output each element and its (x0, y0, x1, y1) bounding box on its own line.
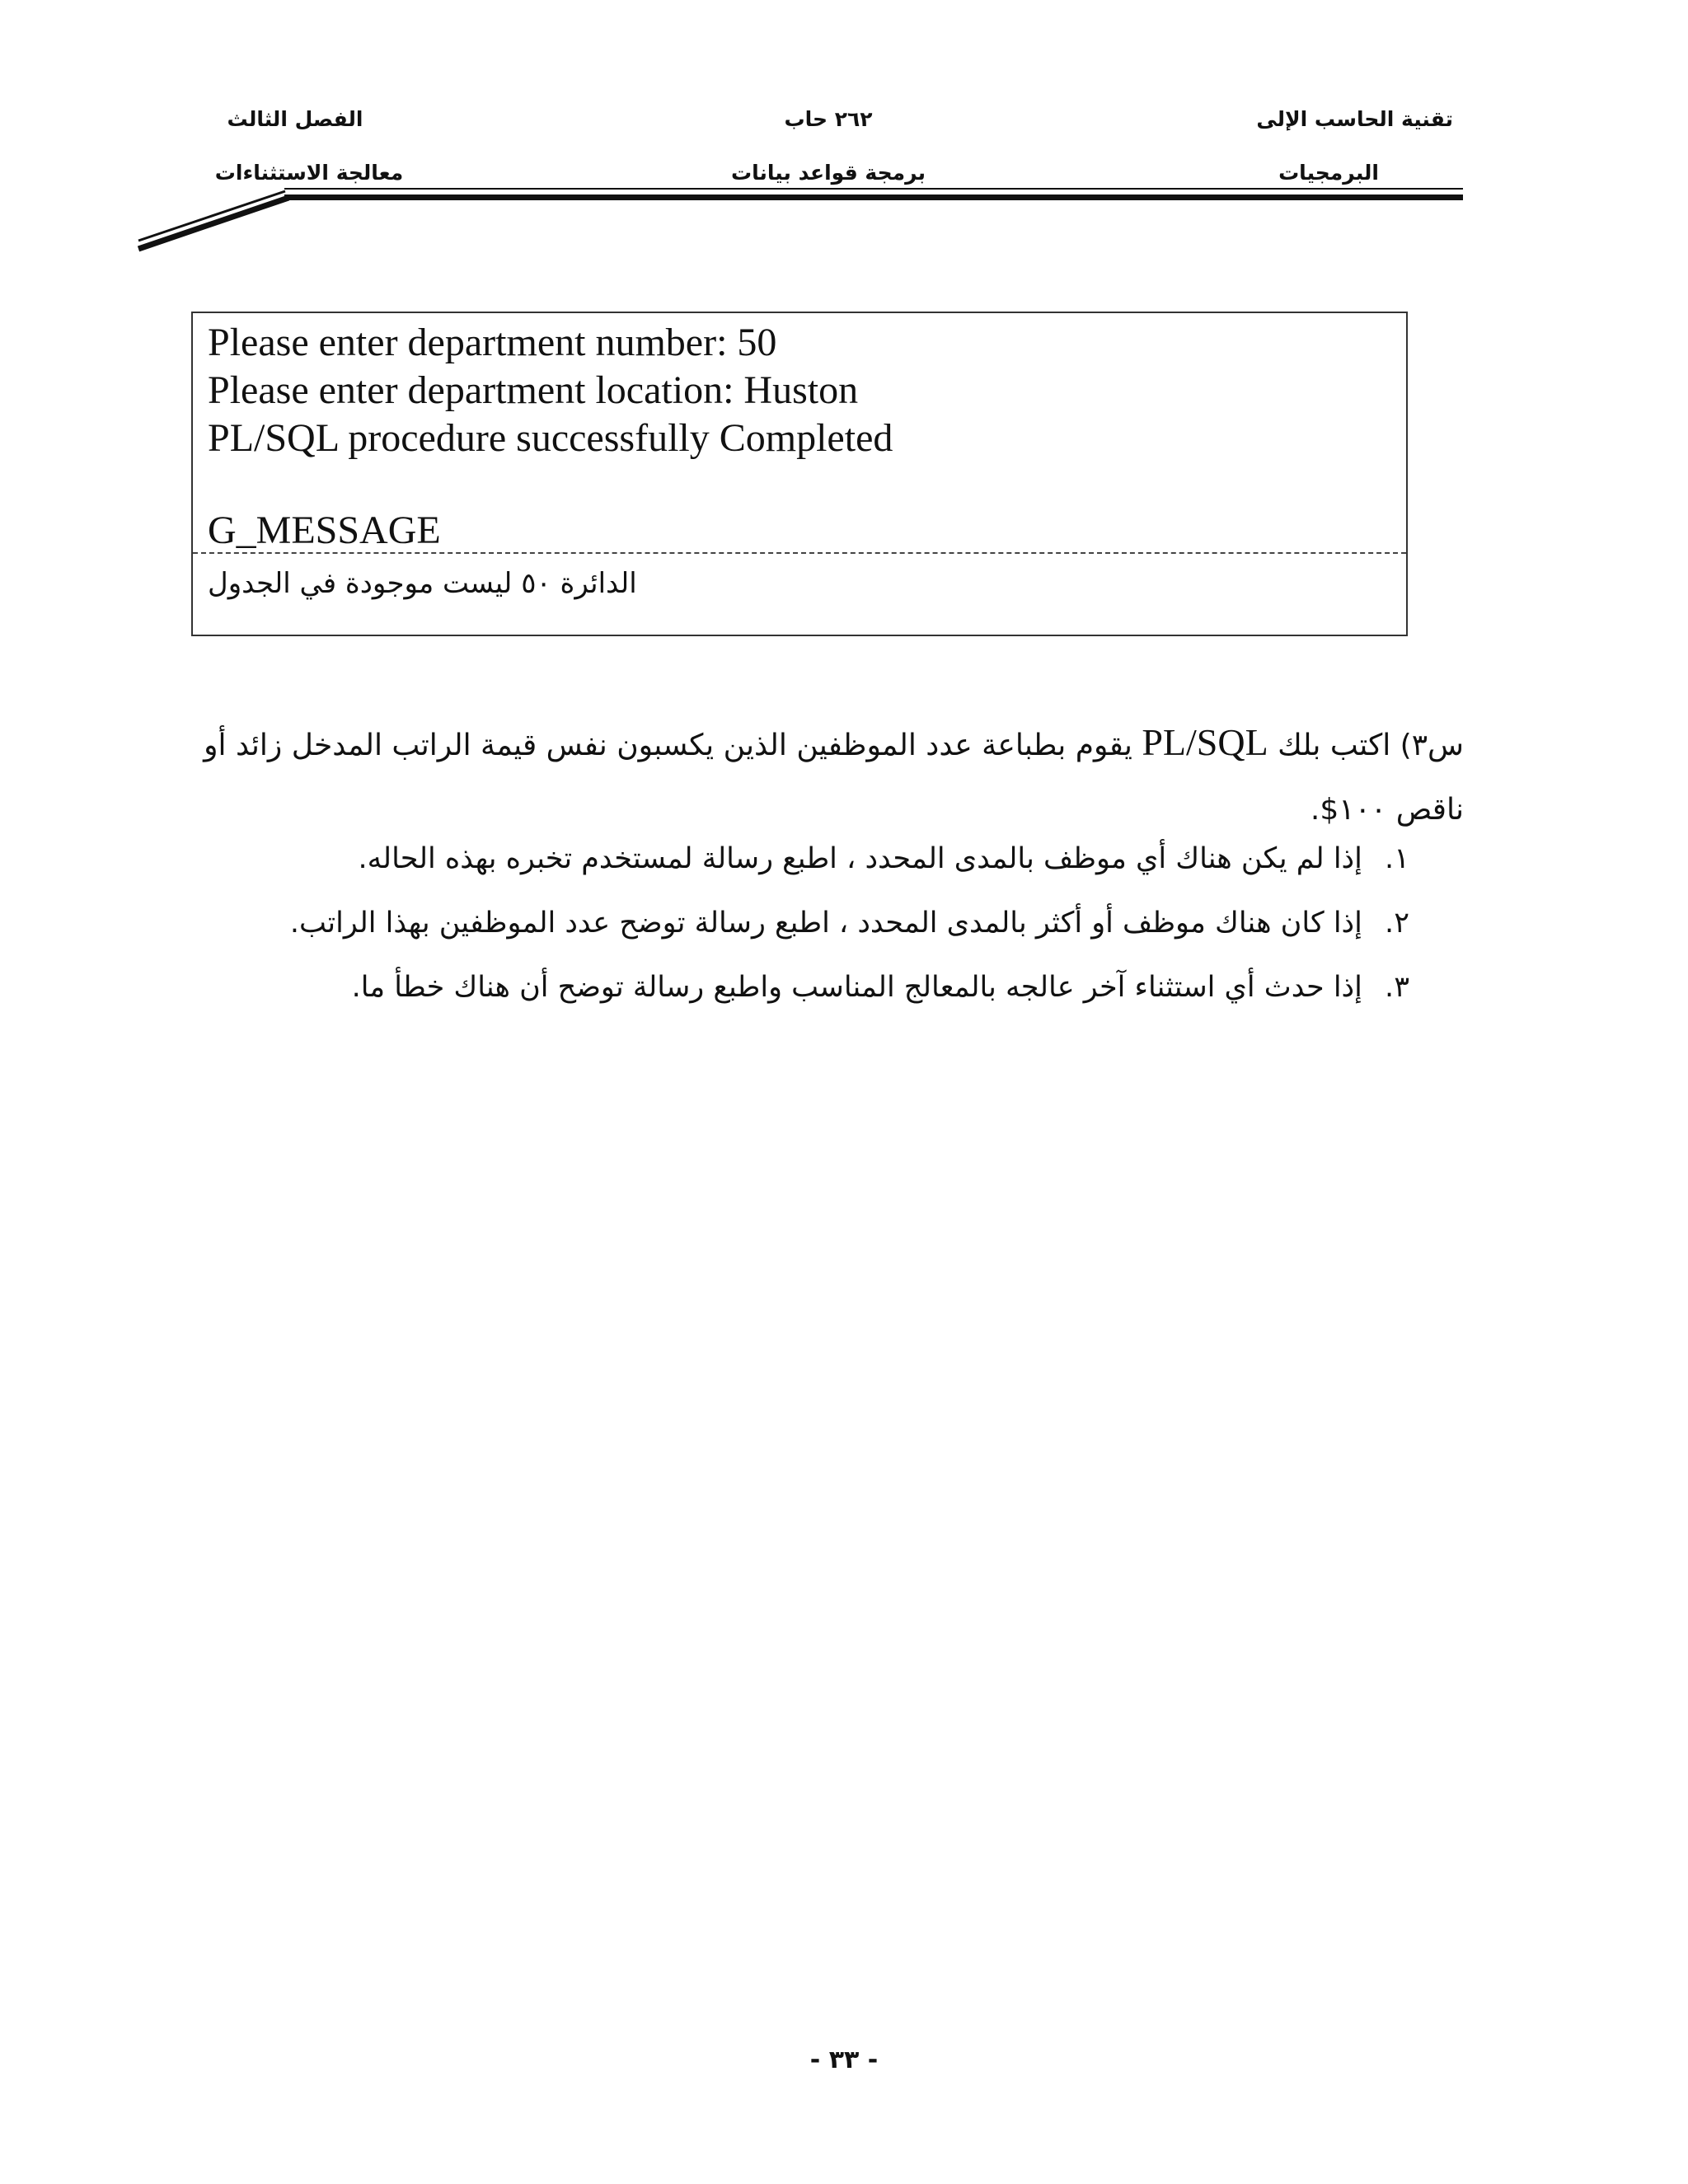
output-line-3: PL/SQL procedure successfully Completed (208, 416, 893, 460)
output-separator (193, 552, 1406, 554)
question-prefix: س٣) اكتب بلك (1278, 729, 1464, 762)
header-left-title: الفصل الثالث (227, 107, 363, 131)
header-rule-diagonal (132, 188, 346, 254)
list-item-text: إذا كان هناك موظف أو أكثر بالمدى المحدد ، اطبع رسالة توضح عدد الموظفين بهذا الراتب. (289, 907, 1362, 940)
question-text: يقوم بطباعة عدد الموظفين الذين يكسبون نفس قيمة الراتب المدخل زائد أو ناقص ١٠٠$. (204, 729, 1464, 827)
output-line-2: Please enter department location: Huston (208, 368, 859, 412)
header-center-subtitle: برمجة قواعد بيانات (730, 161, 926, 185)
header-rule-thick (284, 194, 1463, 200)
output-column-value: الدائرة ٥٠ ليست موجودة في الجدول (208, 567, 637, 600)
header-right-subtitle: البرمجيات (1278, 161, 1379, 185)
output-line-1: Please enter department number: 50 (208, 321, 777, 364)
header-right-title: تقنية الحاسب الإلى (1256, 107, 1453, 131)
list-item-text: إذا لم يكن هناك أي موظف بالمدى المحدد ، اطبع رسالة لمستخدم تخبره بهذه الحاله. (358, 842, 1362, 875)
list-item (290, 907, 1409, 940)
header-left-subtitle: معالجة الاستثناءات (214, 161, 404, 185)
list-item-number: ٣. (1385, 971, 1409, 1004)
header-rule-thin (284, 188, 1463, 190)
list-item (359, 842, 1409, 875)
sql-output-box (191, 312, 1408, 636)
header-center-title: ٢٦٢ حاب (784, 107, 873, 131)
question-keyword: PL/SQL (1142, 721, 1268, 763)
list-item-number: ١. (1385, 842, 1409, 875)
list-item-text: إذا حدث أي استثناء آخر عالجه بالمعالج المناسب واطبع رسالة توضح أن هناك خطأ ما. (351, 971, 1362, 1004)
page-number: - ٣٣ - (809, 2046, 879, 2074)
output-column-header: G_MESSAGE (208, 509, 441, 552)
list-item-number: ٢. (1385, 907, 1409, 940)
question-3 (145, 710, 1464, 842)
list-item (352, 971, 1409, 1004)
